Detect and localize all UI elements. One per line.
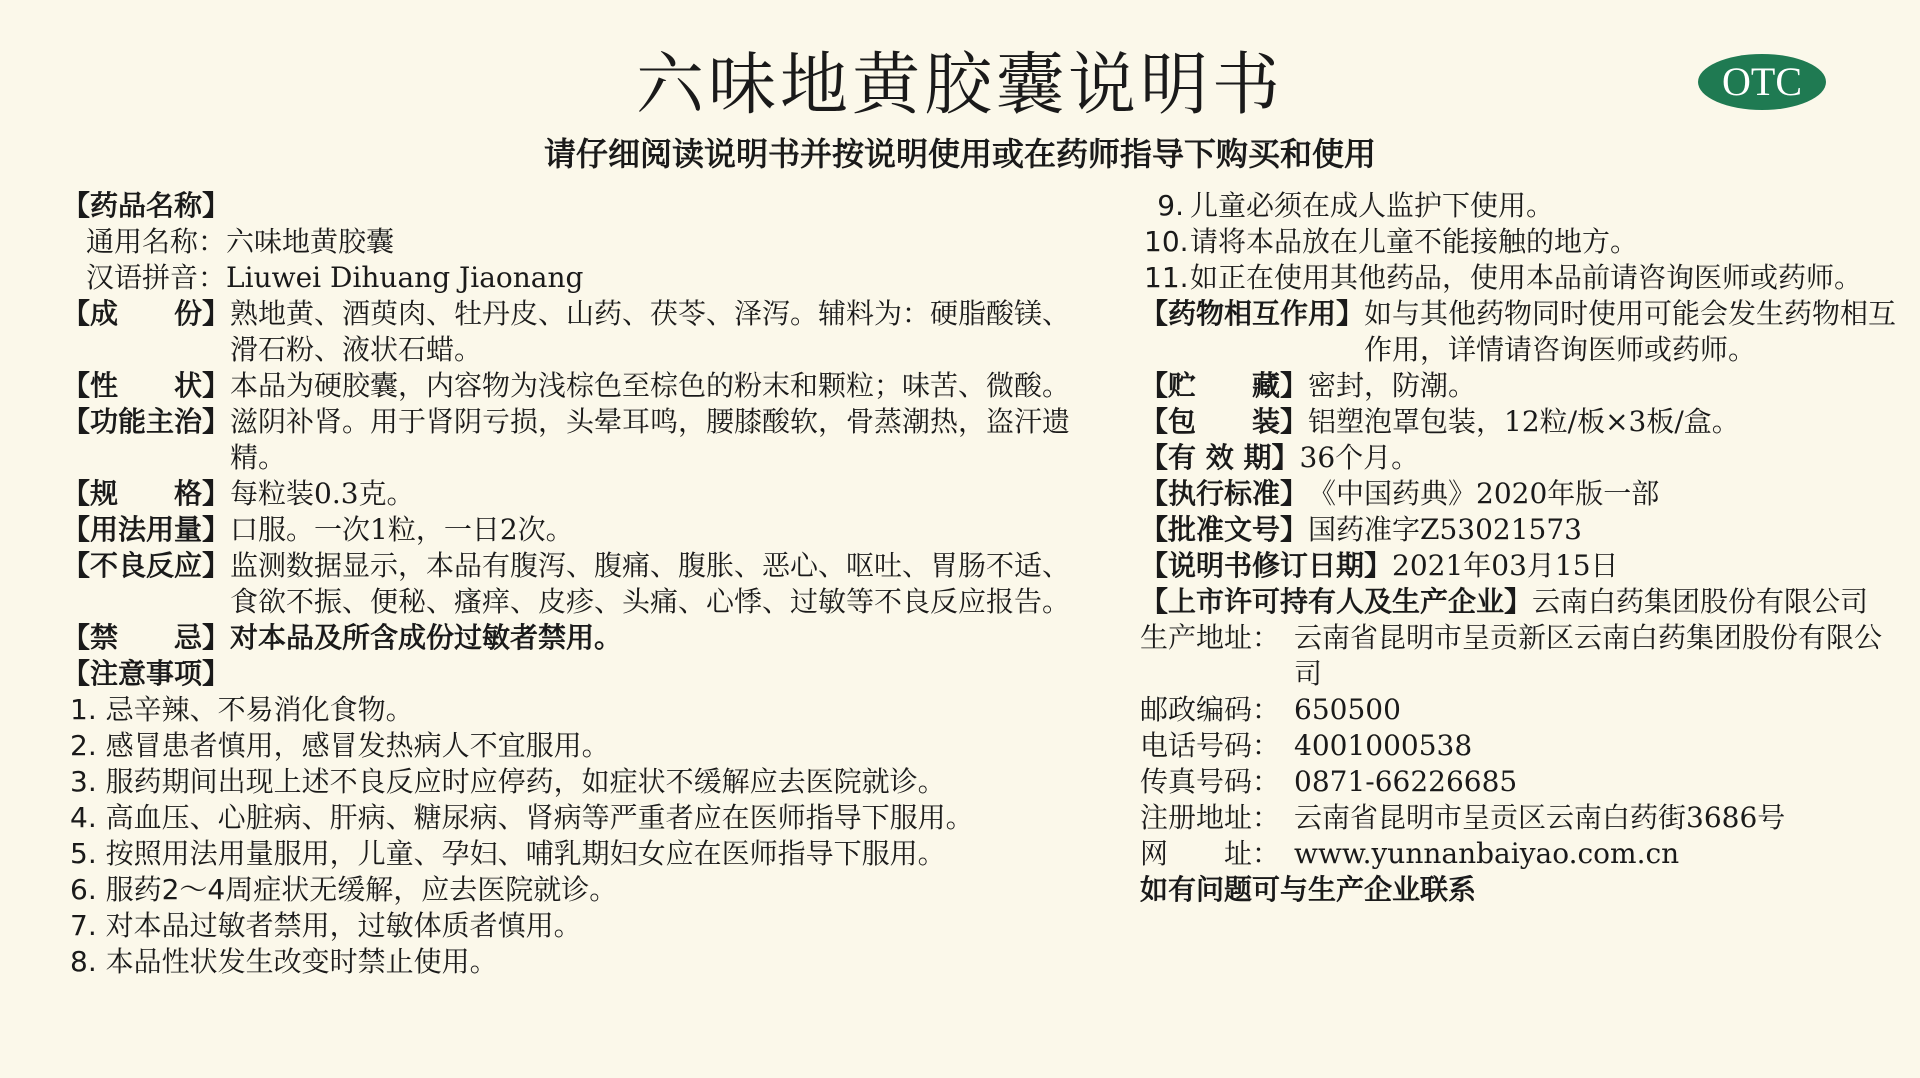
approval-label: 【批准文号】 — [1140, 513, 1309, 546]
storage-value: 密封，防潮。 — [1308, 369, 1477, 402]
address-label: 生产地址： — [1140, 621, 1281, 654]
drug-name-heading: 【药品名称】 — [62, 189, 231, 222]
approval-section — [1140, 512, 1900, 548]
note-item: 7. 对本品过敏者禁用，过敏体质者慎用。 — [70, 909, 582, 942]
pinyin-value: Liuwei Dihuang Jiaonang — [226, 261, 584, 294]
spec-label: 【规 格】 — [62, 477, 231, 510]
note-item: 2. 感冒患者慎用，感冒发热病人不宜服用。 — [70, 729, 610, 762]
contact-footer: 如有问题可与生产企业联系 — [1140, 873, 1477, 906]
revision-date-label: 【说明书修订日期】 — [1140, 549, 1393, 582]
address-row — [1140, 620, 1900, 692]
expiry-value: 36个月。 — [1299, 441, 1420, 474]
adverse-section — [62, 548, 1082, 620]
standard-section — [1140, 476, 1900, 512]
postal-row — [1140, 692, 1900, 728]
adverse-label: 【不良反应】 — [62, 549, 231, 582]
adverse-value: 监测数据显示，本品有腹泻、腹痛、腹胀、恶心、呕吐、胃肠不适、食欲不振、便秘、瘙痒、皮疹、头痛、心悸、过敏等不良反应报告。 — [230, 549, 1071, 618]
appearance-section — [62, 368, 1082, 404]
note-item — [1140, 260, 1900, 296]
note-item: 4. 高血压、心脏病、肝病、糖尿病、肾病等严重者应在医师指导下服用。 — [70, 801, 974, 834]
spec-value: 每粒装0.3克。 — [230, 477, 415, 510]
contraindication-value: 对本品及所含成份过敏者禁用。 — [230, 621, 623, 654]
dosage-value: 口服。一次1粒，一日2次。 — [230, 513, 574, 546]
note-text: 如正在使用其他药品，使用本品前请咨询医师或药师。 — [1190, 261, 1863, 294]
appearance-value: 本品为硬胶囊，内容物为浅棕色至棕色的粉末和颗粒；味苦、微酸。 — [230, 369, 1071, 402]
note-item: 8. 本品性状发生改变时禁止使用。 — [70, 945, 498, 978]
page-subtitle: 请仔细阅读说明书并按说明使用或在药师指导下购买和使用 — [543, 135, 1376, 173]
contraindication-label: 【禁 忌】 — [62, 621, 231, 654]
postal-label: 邮政编码： — [1140, 693, 1281, 726]
website-row — [1140, 836, 1900, 872]
spec-section — [62, 476, 1082, 512]
package-label: 【包 装】 — [1140, 405, 1309, 438]
note-item: 5. 按照用法用量服用，儿童、孕妇、哺乳期妇女应在医师指导下服用。 — [70, 837, 946, 870]
holder-label: 【上市许可持有人及生产企业】 — [1140, 585, 1533, 618]
left-column — [62, 188, 1082, 980]
dosage-label: 【用法用量】 — [62, 513, 231, 546]
function-section — [62, 404, 1082, 476]
dosage-section — [62, 512, 1082, 548]
holder-value: 云南白药集团股份有限公司 — [1532, 585, 1869, 618]
approval-value: 国药准字Z53021573 — [1308, 513, 1582, 546]
pinyin-label: 汉语拼音： — [86, 261, 227, 294]
website-label: 网 址： — [1140, 837, 1281, 870]
notes-heading: 【注意事项】 — [62, 657, 231, 690]
note-number: 9. — [1157, 189, 1184, 222]
phone-label: 电话号码： — [1140, 729, 1281, 762]
note-number: 11. — [1144, 261, 1189, 294]
revision-date-value: 2021年03月15日 — [1392, 549, 1619, 582]
fax-label: 传真号码： — [1140, 765, 1281, 798]
registered-address-label: 注册地址： — [1140, 801, 1281, 834]
note-text: 请将本品放在儿童不能接触的地方。 — [1190, 225, 1639, 258]
function-label: 【功能主治】 — [62, 405, 231, 438]
page-title: 六味地黄胶囊说明书 — [635, 46, 1284, 125]
pinyin-row — [62, 260, 1082, 296]
address-value: 云南省昆明市呈贡新区云南白药集团股份有限公司 — [1294, 621, 1883, 690]
package-value: 铝塑泡罩包装，12粒/板×3板/盒。 — [1308, 405, 1740, 438]
standard-value: 《中国药典》2020年版一部 — [1308, 477, 1660, 510]
ingredients-value: 熟地黄、酒萸肉、牡丹皮、山药、茯苓、泽泻。辅料为：硬脂酸镁、滑石粉、液状石蜡。 — [230, 297, 1071, 366]
phone-value: 4001000538 — [1294, 729, 1473, 762]
phone-row — [1140, 728, 1900, 764]
fax-value: 0871-66226685 — [1294, 765, 1518, 798]
revision-date-section — [1140, 548, 1900, 584]
function-value: 滋阴补肾。用于肾阴亏损，头晕耳鸣，腰膝酸软，骨蒸潮热，盗汗遗精。 — [230, 405, 1071, 474]
holder-section — [1140, 584, 1900, 620]
expiry-label: 【有 效 期】 — [1140, 441, 1300, 474]
standard-label: 【执行标准】 — [1140, 477, 1309, 510]
note-item — [1140, 224, 1900, 260]
storage-label: 【贮 藏】 — [1140, 369, 1309, 402]
interaction-label: 【药物相互作用】 — [1140, 297, 1365, 330]
interaction-value: 如与其他药物同时使用可能会发生药物相互作用，详情请咨询医师或药师。 — [1364, 297, 1897, 366]
package-section — [1140, 404, 1900, 440]
note-item: 1. 忌辛辣、不易消化食物。 — [70, 693, 414, 726]
right-column — [1140, 188, 1900, 908]
appearance-label: 【性 状】 — [62, 369, 231, 402]
note-item: 3. 服药期间出现上述不良反应时应停药，如症状不缓解应去医院就诊。 — [70, 765, 946, 798]
registered-address-row — [1140, 800, 1900, 836]
generic-name-row — [62, 224, 1082, 260]
note-item — [1140, 188, 1900, 224]
note-text: 儿童必须在成人监护下使用。 — [1190, 189, 1555, 222]
postal-value: 650500 — [1294, 693, 1401, 726]
note-item: 6. 服药2～4周症状无缓解，应去医院就诊。 — [70, 873, 618, 906]
website-value: www.yunnanbaiyao.com.cn — [1294, 837, 1680, 870]
fax-row — [1140, 764, 1900, 800]
generic-name-label: 通用名称： — [86, 225, 227, 258]
otc-badge: OTC — [1698, 54, 1826, 110]
ingredients-section — [62, 296, 1082, 368]
note-number: 10. — [1144, 225, 1189, 258]
interaction-section — [1140, 296, 1900, 368]
generic-name-value: 六味地黄胶囊 — [226, 225, 395, 258]
ingredients-label: 【成 份】 — [62, 297, 231, 330]
registered-address-value: 云南省昆明市呈贡区云南白药街3686号 — [1294, 801, 1786, 834]
storage-section — [1140, 368, 1900, 404]
contraindication-section — [62, 620, 1082, 656]
expiry-section — [1140, 440, 1900, 476]
